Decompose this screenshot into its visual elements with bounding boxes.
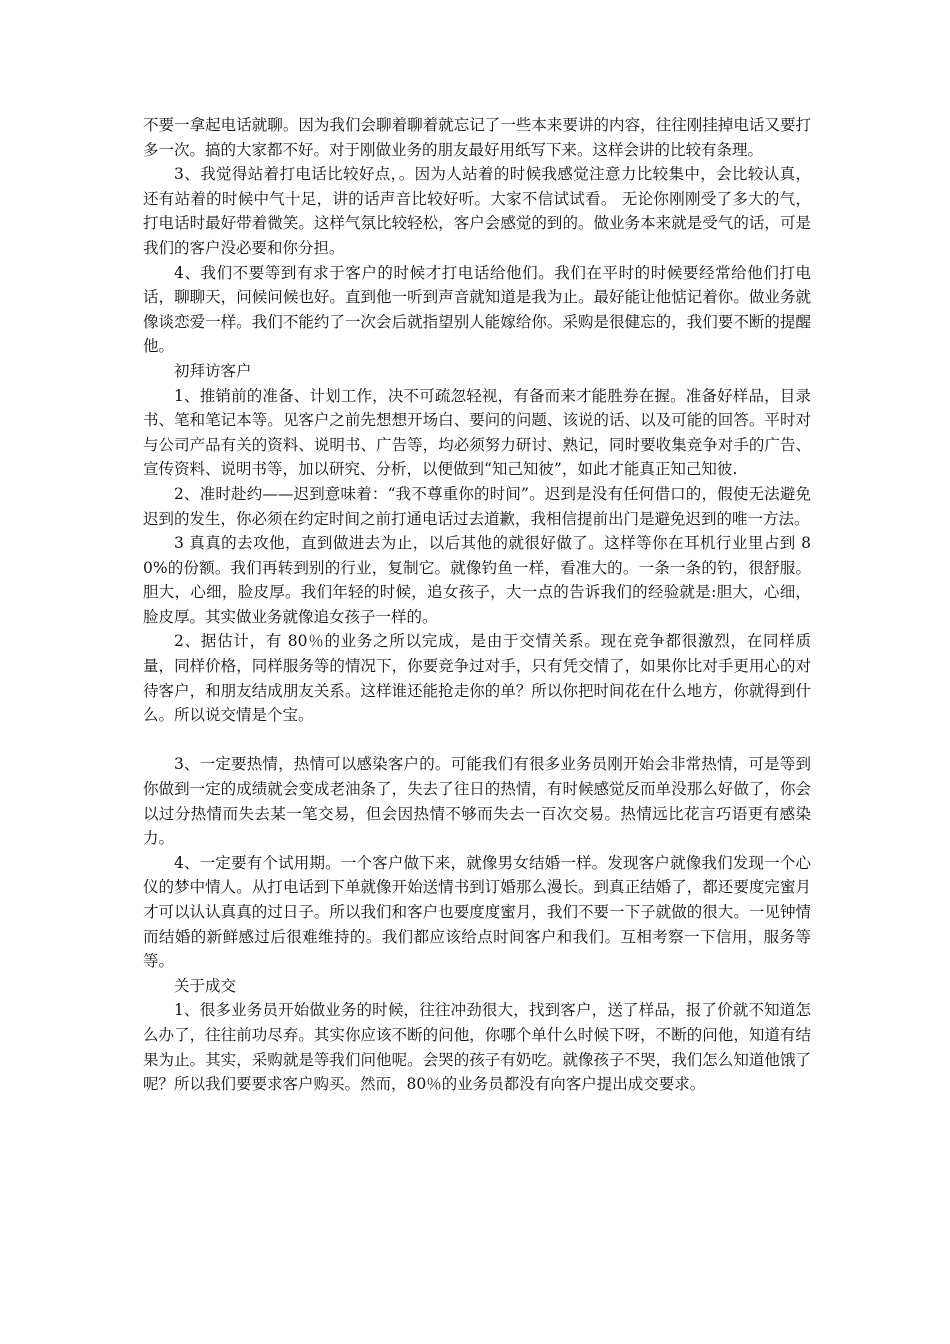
paragraph-trial-period: 4、一定要有个试用期。一个客户做下来，就像男女结婚一样。发现客户就像我们发现一个心仪的梦中情人。从打电话到下单就像开始送情书到订婚那么漫长。到真正结婚了，都还要度完蜜月才可以认认真真的过日子。所以我们和客户也要度度蜜月，我们不要一下子就做的很大。一见钟情而结婚的新鲜感过后很难维持的。我们都应该给点时间客户和我们。互相考察一下信用，服务等等。 [143, 853, 811, 971]
paragraph-punctuality: 2、准时赴约——迟到意味着：“我不尊重你的时间”。迟到是没有任何借口的，假使无法避免迟到的发生，你必须在约定时间之前打通电话过去道歉，我相信提前出门是避免迟到的唯一方法。 [143, 484, 811, 528]
section-heading-closing: 关于成交 [174, 976, 237, 995]
paragraph-phone-notes: 不要一拿起电话就聊。因为我们会聊着聊着就忘记了一些本来要讲的内容，往往刚挂掉电话又要打多一次。搞的大家都不好。对于刚做业务的朋友最好用纸写下来。这样会讲的比较有条理。 [143, 116, 811, 159]
paragraph-stand-while-calling: 3、我觉得站着打电话比较好点，。因为人站着的时候我感觉注意力比较集中，会比较认真，还有站着的时候中气十足，讲的话声音比较好听。大家不信试试看。 无论你刚刚受了多大的气，打电话时最好带着微笑。这样气氛比较轻松，客户会感觉的到的。做业务本来就是受气的话，可是我们的客户没必要和你分担。 [143, 165, 811, 257]
paragraph-relationships: 2、据估计，有 80％的业务之所以完成，是由于交情关系。现在竞争都很激烈，在同样质量，同样价格，同样服务等的情况下，你要竞争过对手，只有凭交情了，如果你比对手更用心的对待客户，和朋友结成朋友关系。这样谁还能抢走你的单？所以你把时间花在什么地方，你就得到什么。所以说交情是个宝。 [143, 632, 811, 725]
paragraph-ask-for-order: 1、很多业务员开始做业务的时候，往往冲劲很大，找到客户，送了样品，报了价就不知道怎么办了，往往前功尽弃。其实你应该不断的问他，你哪个单什么时候下呀，不断的问他，知道有结果为止。其实，采购就是等我们问他呢。会哭的孩子有奶吃。就像孩子不哭，我们怎么知道他饿了呢？所以我们要要求客户购买。然而，80％的业务员都没有向客户提出成交要求。 [143, 1001, 811, 1094]
paragraph-call-regularly: 4、我们不要等到有求于客户的时候才打电话给他们。我们在平时的时候要经常给他们打电话，聊聊天，问候问候也好。直到他一听到声音就知道是我为止。最好能让他惦记着你。做业务就像谈恋爱一样。我们不能约了一次会后就指望别人能嫁给你。采购是很健忘的，我们要不断的提醒他。 [143, 263, 811, 356]
paragraph-focus-one-industry: 3 真真的去攻他，直到做进去为止，以后其他的就很好做了。这样等你在耳机行业里占到 80%的份额。我们再转到别的行业，复制它。就像钓鱼一样，看准大的。一条一条的钓，很舒服。胆大，心细，脸皮厚。我们年轻的时候，追女孩子，大一点的告诉我们的经验就是:胆大，心细，脸皮厚。其实做业务就像追女孩子一样的。 [143, 534, 811, 626]
paragraph-preparation: 1、推销前的准备、计划工作，决不可疏忽轻视，有备而来才能胜券在握。准备好样品，目录书、笔和笔记本等。见客户之前先想想开场白、要问的问题、该说的话、以及可能的回答。平时对与公司产品有关的资料、说明书、广告等，均必须努力研讨、熟记，同时要收集竞争对手的广告、宣传资料、说明书等，加以研究、分析，以便做到“知己知彼”，如此才能真正知己知彼. [143, 386, 811, 479]
document-page [143, 113, 811, 1097]
blank-line [143, 728, 811, 753]
paragraph-enthusiasm: 3、一定要热情，热情可以感染客户的。可能我们有很多业务员刚开始会非常热情，可是等到你做到一定的成绩就会变成老油条了，失去了往日的热情，有时候感觉反而单没那么好做了，你会以过分热情而失去某一笔交易，但会因热情不够而失去一百次交易。热情远比花言巧语更有感染力。 [143, 755, 811, 848]
section-heading-first-visit: 初拜访客户 [174, 361, 252, 380]
